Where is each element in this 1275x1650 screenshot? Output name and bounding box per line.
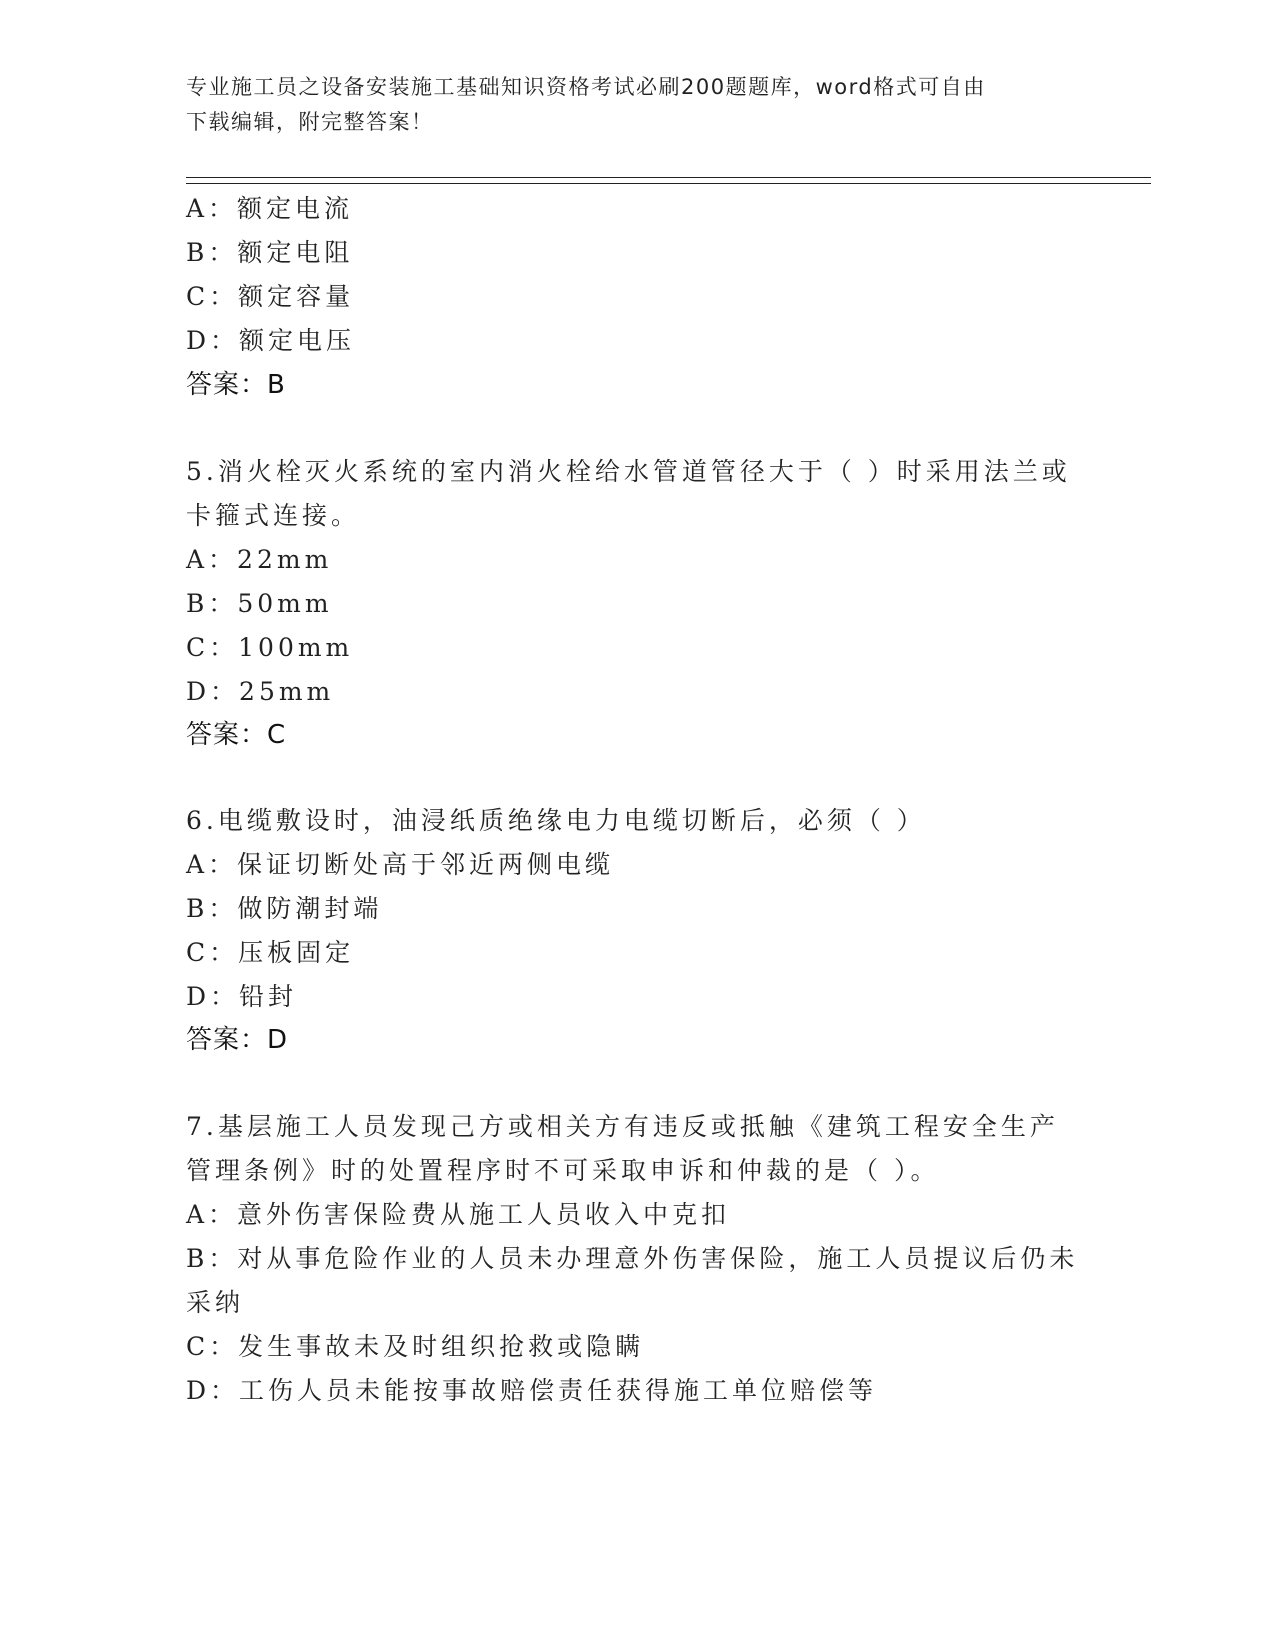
q4-option-b: B：额定电阻 [186, 238, 354, 267]
q5-option-d: D：25mm [186, 677, 335, 706]
header-line-1: 专业施工员之设备安装施工基础知识资格考试必刷200题题库，word格式可自由 [186, 75, 986, 99]
q5-option-c: C：100mm [186, 633, 354, 662]
q7-stem-line-2: 管理条例》时的处置程序时不可采取申诉和仲裁的是（ ）。 [186, 1156, 940, 1185]
header-divider-top [186, 177, 1151, 178]
q7-option-d: D：工伤人员未能按事故赔偿责任获得施工单位赔偿等 [186, 1376, 878, 1405]
q7-option-b-continued: 采纳 [186, 1288, 245, 1317]
q6-answer: 答案：D [186, 1025, 289, 1055]
q6-option-c: C：压板固定 [186, 938, 355, 967]
header-divider-bottom [186, 183, 1151, 184]
q4-option-a: A：额定电流 [186, 194, 354, 223]
q5-option-a: A：22mm [186, 545, 333, 574]
q5-answer: 答案：C [186, 720, 287, 750]
q5-option-b: B：50mm [186, 589, 333, 618]
q7-stem-line-1: 7.基层施工人员发现己方或相关方有违反或抵触《建筑工程安全生产 [186, 1112, 1059, 1141]
q7-option-c: C：发生事故未及时组织抢救或隐瞒 [186, 1332, 645, 1361]
q5-stem-line-2: 卡箍式连接。 [186, 501, 361, 530]
q5-stem-line-1: 5.消火栓灭火系统的室内消火栓给水管道管径大于（ ）时采用法兰或 [186, 457, 1071, 486]
q4-option-c: C：额定容量 [186, 282, 355, 311]
q7-option-a: A：意外伤害保险费从施工人员收入中克扣 [186, 1200, 731, 1229]
header-line-2: 下载编辑，附完整答案！ [186, 110, 434, 134]
q7-option-b: B：对从事危险作业的人员未办理意外伤害保险，施工人员提议后仍未 [186, 1244, 1079, 1273]
q6-option-b: B：做防潮封端 [186, 894, 383, 923]
q6-option-d: D：铅封 [186, 982, 298, 1011]
q4-option-d: D：额定电压 [186, 326, 356, 355]
q4-answer: 答案：B [186, 370, 286, 400]
q6-option-a: A：保证切断处高于邻近两侧电缆 [186, 850, 615, 879]
document-header [186, 70, 1066, 140]
q6-stem-line-1: 6.电缆敷设时，油浸纸质绝缘电力电缆切断后，必须（ ） [186, 806, 926, 835]
